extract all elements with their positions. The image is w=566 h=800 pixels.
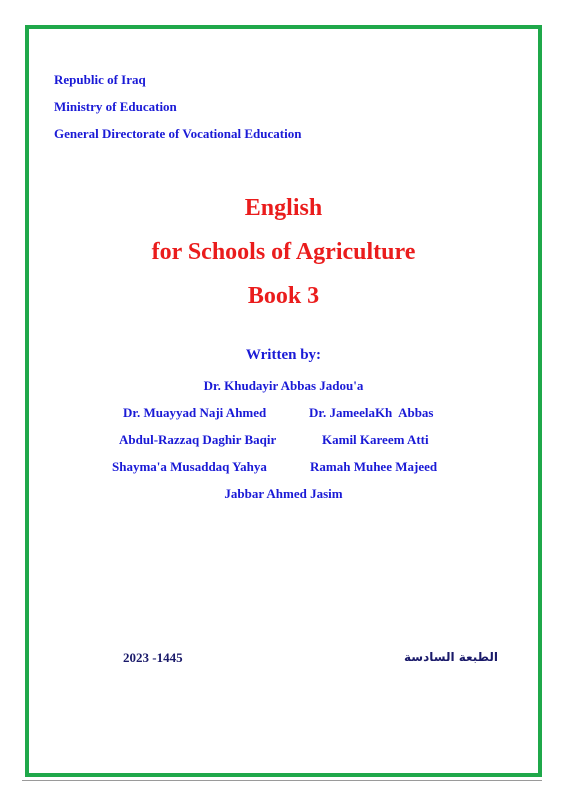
header-directorate: General Directorate of Vocational Education [54, 126, 302, 141]
header-country: Republic of Iraq [54, 72, 146, 87]
authors-heading: Written by: [245, 347, 322, 363]
author-8: Jabbar Ahmed Jasim [224, 486, 343, 501]
header-ministry: Ministry of Education [54, 99, 177, 114]
author-6: Shayma'a Musaddaq Yahya [112, 459, 267, 474]
author-4: Abdul-Razzaq Daghir Baqir [119, 432, 277, 447]
title-line-3: Book 3 [247, 283, 320, 309]
author-2: Dr. Muayyad Naji Ahmed [123, 405, 267, 420]
book-title [29, 186, 538, 318]
institution-header [54, 66, 301, 147]
author-7: Ramah Muhee Majeed [310, 459, 438, 474]
title-line-1: English [244, 195, 323, 221]
bottom-divider [22, 780, 542, 781]
edition-label: الطبعة السادسة [403, 650, 498, 664]
publication-year: 2023 -1445 [123, 650, 183, 665]
title-line-2: for Schools of Agriculture [151, 239, 416, 265]
author-1: Dr. Khudayir Abbas Jadou'a [203, 378, 364, 393]
author-3: Dr. JameelaKh Abbas [309, 405, 434, 420]
author-5: Kamil Kareem Atti [322, 432, 429, 447]
